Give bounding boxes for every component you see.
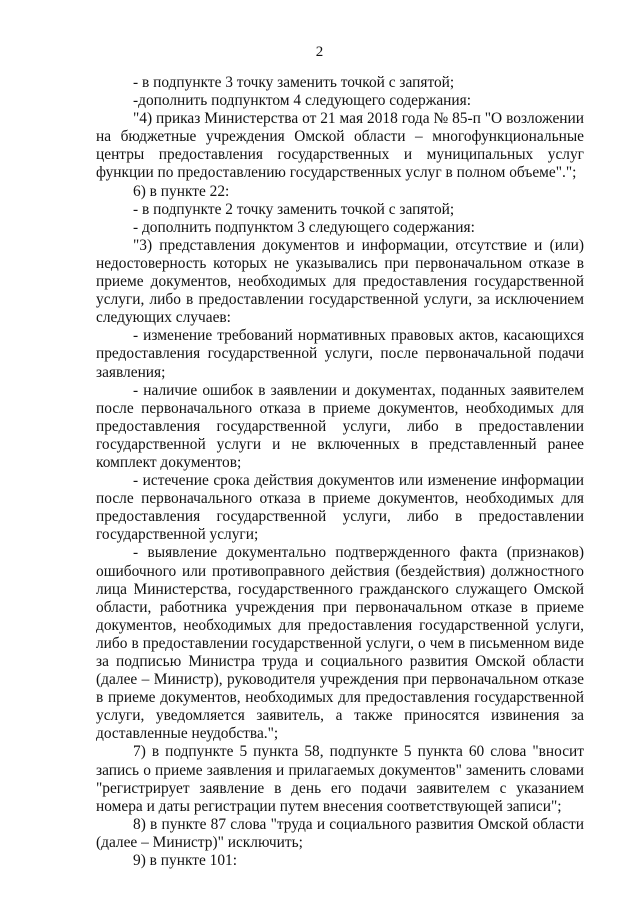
paragraph: 6) в пункте 22: — [133, 182, 230, 200]
document-body — [96, 74, 584, 870]
paragraph: 8) в пункте 87 слова "труда и социального развития Омской области (далее – Министр)" исключить; — [96, 815, 584, 851]
paragraph: - истечение срока действия документов или изменение информации после первоначального отказа в приеме документов, необходимых для предоставления государственной услуги, либо в предоставлении государственной услуги; — [96, 472, 584, 544]
page-number: 2 — [315, 44, 324, 60]
paragraph: "4) приказ Министерства от 21 мая 2018 года № 85-п "О возложении на бюджетные учреждения Омской области – многофункциональные центры предоставления государственных и муниципальных услуг функции по предоставлению государственных услуг в полном объеме"."; — [96, 110, 584, 182]
paragraph: - выявление документально подтвержденного факта (признаков) ошибочного или противоправного действия (бездействия) должностного лица Министерства, государственного гражданского служащего Омской области, работника учреждения при первоначальном отказе в приеме документов, необходимых для предоставления государственной услуги, либо в предоставлении государственной услуги, о чем в письменном виде за подписью Министра труда и социального развития Омской области (далее – Министр), руководителя учреждения при первоначальном отказе в приеме документов, необходимых для предоставления государственной услуги, уведомляется заявитель, а также приносятся извинения за доставленные неудобства."; — [96, 544, 584, 743]
paragraph: -дополнить подпунктом 4 следующего содержания: — [133, 92, 471, 110]
paragraph: - в подпункте 2 точку заменить точкой с запятой; — [133, 200, 455, 218]
paragraph: - наличие ошибок в заявлении и документах, поданных заявителем после первоначального отказа в приеме документов, необходимых для предоставления государственной услуги, либо в предоставлении государственной услуги и не включенных в представленный ранее комплект документов; — [96, 381, 584, 471]
paragraph: - в подпункте 3 точку заменить точкой с запятой; — [133, 74, 455, 91]
paragraph: "3) представления документов и информации, отсутствие и (или) недостоверность которых не указывались при первоначальном отказе в приеме документов, необходимых для предоставления государственной услуги, либо в предоставлении государственной услуги, за исключением следующих случаев: — [96, 236, 584, 327]
paragraph: - изменение требований нормативных правовых актов, касающихся предоставления государственной услуги, после первоначальной подачи заявления; — [96, 327, 584, 381]
paragraph: 9) в пункте 101: — [133, 852, 237, 870]
paragraph: 7) в подпункте 5 пункта 58, подпункте 5 пункта 60 слова "вносит запись о приеме заявления и прилагаемых документов" заменить словами "регистрирует заявление в день его подачи заявителем с указанием номера и даты регистрации путем внесения соответствующей записи"; — [96, 743, 584, 815]
paragraph: - дополнить подпунктом 3 следующего содержания: — [133, 218, 475, 236]
